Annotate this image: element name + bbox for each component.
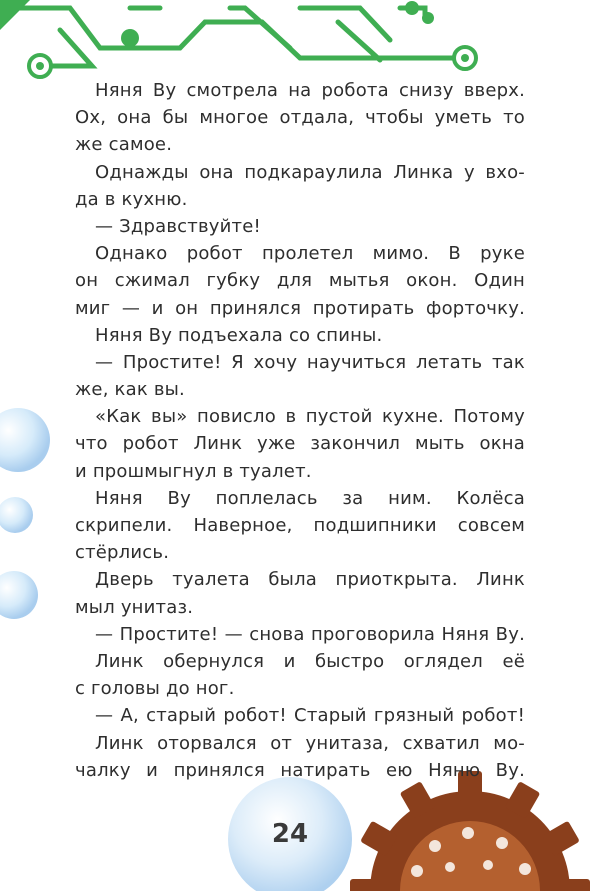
- text-line: Дверь туалета была приоткрыта. Линк: [95, 569, 525, 591]
- paragraph: [75, 322, 525, 349]
- text-line: Линк оторвался от унитаза, схватил мо-: [95, 732, 525, 754]
- text-line: Линк обернулся и быстро оглядел её: [95, 650, 525, 672]
- text-line: Няня Ву подъехала со спины.: [95, 324, 383, 346]
- text-line: чалку и принялся натирать ею Няню Ву.: [75, 759, 525, 781]
- circuit-decoration: [0, 0, 600, 80]
- paragraph: [75, 240, 525, 322]
- text-line: Однажды она подкараулила Линка у вхо-: [95, 161, 525, 183]
- text-line: «Как вы» повисло в пустой кухне. Потому: [95, 406, 525, 428]
- bubbles-left-decoration: [0, 390, 60, 650]
- paragraph: [75, 485, 525, 567]
- text-line: что робот Линк уже закончил мыть окна: [75, 433, 525, 455]
- text-line: — Здравствуйте!: [95, 215, 261, 237]
- text-line: — Простите! Я хочу научиться летать так: [95, 351, 525, 373]
- paragraph: [75, 566, 525, 620]
- paragraph: [75, 730, 525, 784]
- text-line: Ох, она бы многое отдала, чтобы уметь то: [75, 107, 525, 129]
- text-line: же самое.: [75, 134, 173, 156]
- text-line: Однако робот пролетел мимо. В руке: [95, 243, 525, 265]
- text-line: — Простите! — снова проговорила Няня Ву.: [95, 623, 525, 645]
- text-line: миг — и он принялся протирать форточку.: [75, 297, 525, 319]
- text-line: Няня Ву смотрела на робота снизу вверх.: [95, 80, 525, 101]
- paragraph: [75, 77, 525, 159]
- text-line: мыл унитаз.: [75, 596, 194, 618]
- paragraph: [75, 403, 525, 485]
- text-line: да в кухню.: [75, 188, 188, 210]
- text-line: скрипели. Наверное, подшипники совсем: [75, 515, 525, 536]
- page-number: 24: [271, 819, 309, 849]
- paragraph: [75, 702, 525, 729]
- paragraph: [75, 621, 525, 648]
- text-line: он сжимал губку для мытья окон. Один: [75, 270, 525, 292]
- text-line: же, как вы.: [75, 379, 185, 401]
- text-line: и прошмыгнул в туалет.: [75, 460, 312, 482]
- text-line: стёрлись.: [75, 542, 170, 564]
- paragraph: [75, 648, 525, 702]
- text-line: Няня Ву поплелась за ним. Колёса: [95, 487, 525, 509]
- gear-shape: [350, 771, 590, 891]
- text-line: — А, старый робот! Старый грязный робот!: [95, 705, 525, 727]
- page-text: [75, 77, 525, 784]
- text-line: с головы до ног.: [75, 678, 235, 700]
- paragraph: [75, 349, 525, 403]
- paragraph: [75, 213, 525, 240]
- paragraph: [75, 159, 525, 213]
